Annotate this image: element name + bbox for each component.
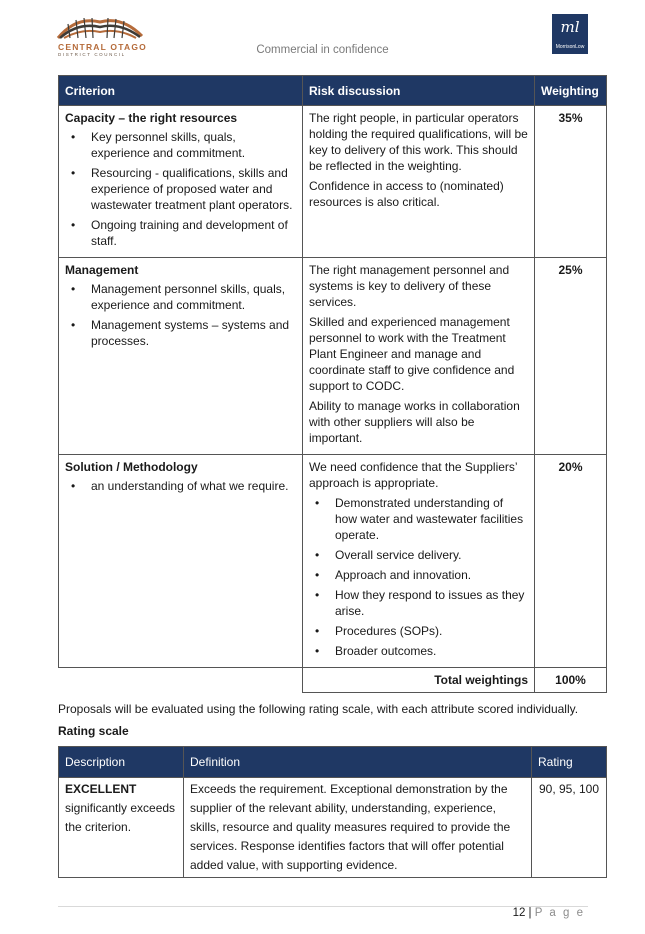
logo-mark: ml xyxy=(560,18,580,36)
criterion-bullets xyxy=(65,129,296,249)
risk-cell xyxy=(303,455,535,668)
criterion-bullet: • Ongoing training and development of staff. xyxy=(91,217,296,249)
risk-bullet: • Approach and innovation. xyxy=(335,567,528,583)
rating-header: Rating xyxy=(532,747,607,778)
risk-paragraph: Ability to manage works in collaboration with other suppliers will also be important. xyxy=(309,399,520,445)
confidentiality-label: Commercial in confidence xyxy=(256,44,389,56)
criterion-bullet: • Resourcing - qualifications, skills and experience of proposed water and wastewater treatment plant operators. xyxy=(91,165,296,213)
risk-header: Risk discussion xyxy=(303,76,535,106)
hills-logo-icon xyxy=(56,14,144,40)
rating-scale-title: Rating scale xyxy=(58,724,129,738)
criterion-title: Management xyxy=(65,263,139,277)
criteria-row-solution xyxy=(59,455,607,668)
logo-wordmark: CENTRAL OTAGO xyxy=(58,42,147,52)
total-label: Total weightings xyxy=(303,668,535,693)
risk-bullet: • Demonstrated understanding of how water and wastewater facilities operate. xyxy=(335,495,528,543)
criterion-bullet: • Key personnel skills, quals, experience and commitment. xyxy=(91,129,296,161)
criteria-row-management xyxy=(59,258,607,455)
risk-bullets xyxy=(309,495,528,659)
criterion-header: Criterion xyxy=(59,76,303,106)
criterion-bullet: • Management systems – systems and processes. xyxy=(91,317,296,349)
risk-bullet: • Broader outcomes. xyxy=(335,643,528,659)
risk-cell xyxy=(303,106,535,258)
total-row xyxy=(59,668,607,693)
criterion-bullet: • Management personnel skills, quals, experience and commitment. xyxy=(91,281,296,313)
risk-paragraph: We need confidence that the Suppliers’ approach is appropriate. xyxy=(309,460,518,490)
rating-header-row xyxy=(59,747,607,778)
weighting-cell: 20% xyxy=(535,455,607,668)
weighting-cell: 25% xyxy=(535,258,607,455)
criterion-bullets xyxy=(65,478,296,494)
risk-paragraph: Skilled and experienced management personnel to work with the Treatment Plant Engineer and manage and coordinate staff to give confidence and support to CODC. xyxy=(309,315,515,393)
criterion-cell xyxy=(59,455,303,668)
criteria-header-row xyxy=(59,76,607,106)
logo-name: MorrisonLow xyxy=(555,44,585,50)
total-blank-cell xyxy=(59,668,303,693)
criterion-bullet: • an understanding of what we require. xyxy=(91,478,296,494)
risk-paragraph: The right people, in particular operators holding the required qualifications, will be key to delivery of this work. This should be reflected in the weighting. xyxy=(309,111,528,173)
criteria-row-capacity xyxy=(59,106,607,258)
footer-divider xyxy=(58,906,588,907)
page-separator: | xyxy=(525,907,535,919)
weighting-cell: 35% xyxy=(535,106,607,258)
rating-level-description: significantly exceeds the criterion. xyxy=(65,801,176,834)
criterion-bullets xyxy=(65,281,296,349)
risk-bullet: • Overall service delivery. xyxy=(335,547,528,563)
criterion-cell xyxy=(59,258,303,455)
criterion-cell xyxy=(59,106,303,258)
page-number xyxy=(513,907,585,919)
intro-paragraph: Proposals will be evaluated using the following rating scale, with each attribute scored individually. xyxy=(58,702,579,716)
criterion-title: Solution / Methodology xyxy=(65,460,198,474)
definition-cell: Exceeds the requirement. Exceptional demonstration by the supplier of the relevant ability, understanding, experience, skills, resource and quality measures required to provide the services. Response identifies factors that will offer potential added value, with supporting evidence. xyxy=(184,778,532,878)
description-header: Description xyxy=(59,747,184,778)
risk-paragraph: Confidence in access to (nominated) resources is also critical. xyxy=(309,179,504,209)
weighting-header: Weighting xyxy=(535,76,607,106)
risk-bullet: • Procedures (SOPs). xyxy=(335,623,528,639)
logo-subtext: DISTRICT COUNCIL xyxy=(58,52,126,57)
risk-bullet: • How they respond to issues as they arise. xyxy=(335,587,528,619)
risk-cell xyxy=(303,258,535,455)
description-cell xyxy=(59,778,184,878)
criterion-title: Capacity – the right resources xyxy=(65,111,238,125)
criteria-table xyxy=(58,75,607,693)
risk-paragraph: The right management personnel and systems is key to delivery of these services. xyxy=(309,263,510,309)
rating-cell: 90, 95, 100 xyxy=(532,778,607,878)
total-value: 100% xyxy=(535,668,607,693)
rating-row-excellent xyxy=(59,778,607,878)
rating-level: EXCELLENT xyxy=(65,782,137,796)
morrisonlow-logo xyxy=(552,14,588,54)
definition-header: Definition xyxy=(184,747,532,778)
page-word: P a g e xyxy=(534,907,585,919)
rating-scale-table xyxy=(58,746,607,878)
page-header xyxy=(0,0,645,70)
page-number-value: 12 xyxy=(512,907,526,919)
